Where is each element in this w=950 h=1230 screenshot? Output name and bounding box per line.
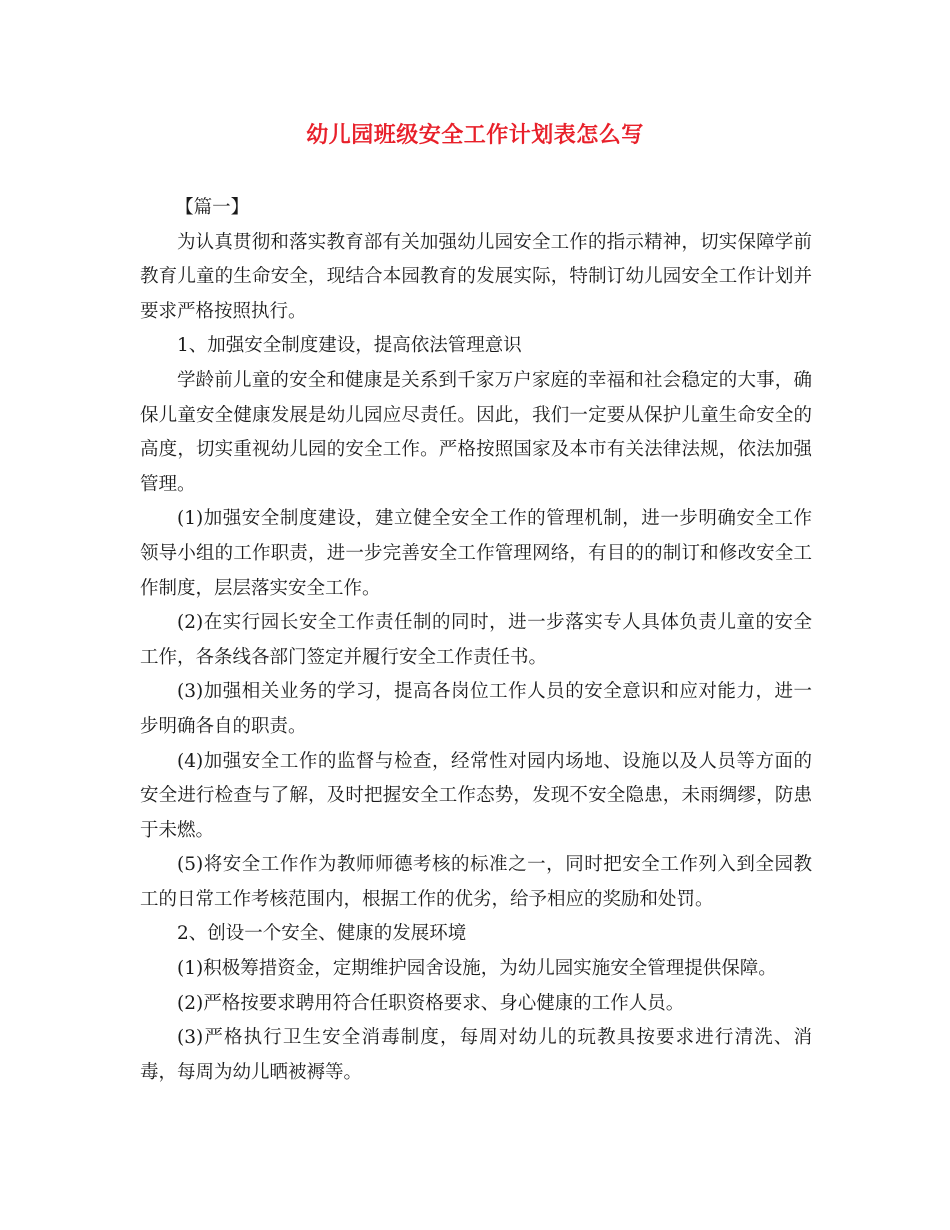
list-item-1-4: (4)加强安全工作的监督与检查，经常性对园内场地、设施以及人员等方面的安全进行检查与了解，及时把握安全工作态势，发现不安全隐患，未雨绸缪，防患于未燃。 xyxy=(140,750,812,841)
document-body xyxy=(140,191,812,1090)
list-item-1-1: (1)加强安全制度建设，建立健全安全工作的管理机制，进一步明确安全工作领导小组的工作职责，进一步完善安全工作管理网络，有目的的制订和修改安全工作制度，层层落实安全工作。 xyxy=(140,508,812,599)
list-item-2-2: (2)严格按要求聘用符合任职资格要求、身心健康的工作人员。 xyxy=(177,992,685,1014)
list-item-1-5: (5)将安全工作作为教师师德考核的标准之一，同时把安全工作列入到全园教工的日常工作考核范围内，根据工作的优劣，给予相应的奖励和处罚。 xyxy=(140,854,812,910)
document-title: 幼儿园班级安全工作计划表怎么写 xyxy=(306,123,644,148)
list-item-2-1: (1)积极筹措资金，定期维护园舍设施，为幼儿园实施安全管理提供保障。 xyxy=(177,958,777,980)
list-item-1-3: (3)加强相关业务的学习，提高各岗位工作人员的安全意识和应对能力，进一步明确各自的职责。 xyxy=(140,681,812,737)
section-heading-2: 2、创设一个安全、健康的发展环境 xyxy=(177,923,467,945)
section-label: 【篇一】 xyxy=(175,197,250,218)
intro-paragraph: 为认真贯彻和落实教育部有关加强幼儿园安全工作的指示精神，切实保障学前教育儿童的生命安全，现结合本园教育的发展实际，特制订幼儿园安全工作计划并要求严格按照执行。 xyxy=(140,231,812,322)
section-heading-1: 1、加强安全制度建设，提高依法管理意识 xyxy=(177,335,522,357)
body-paragraph: 学龄前儿童的安全和健康是关系到千家万户家庭的幸福和社会稳定的大事，确保儿童安全健康发展是幼儿园应尽责任。因此，我们一定要从保护儿童生命安全的高度，切实重视幼儿园的安全工作。严格按照国家及本市有关法律法规，依法加强管理。 xyxy=(140,369,812,495)
list-item-2-3: (3)严格执行卫生安全消毒制度，每周对幼儿的玩教具按要求进行清洗、消毒，每周为幼儿晒被褥等。 xyxy=(140,1027,812,1083)
list-item-1-2: (2)在实行园长安全工作责任制的同时，进一步落实专人具体负责儿童的安全工作，各条线各部门签定并履行安全工作责任书。 xyxy=(140,612,812,668)
